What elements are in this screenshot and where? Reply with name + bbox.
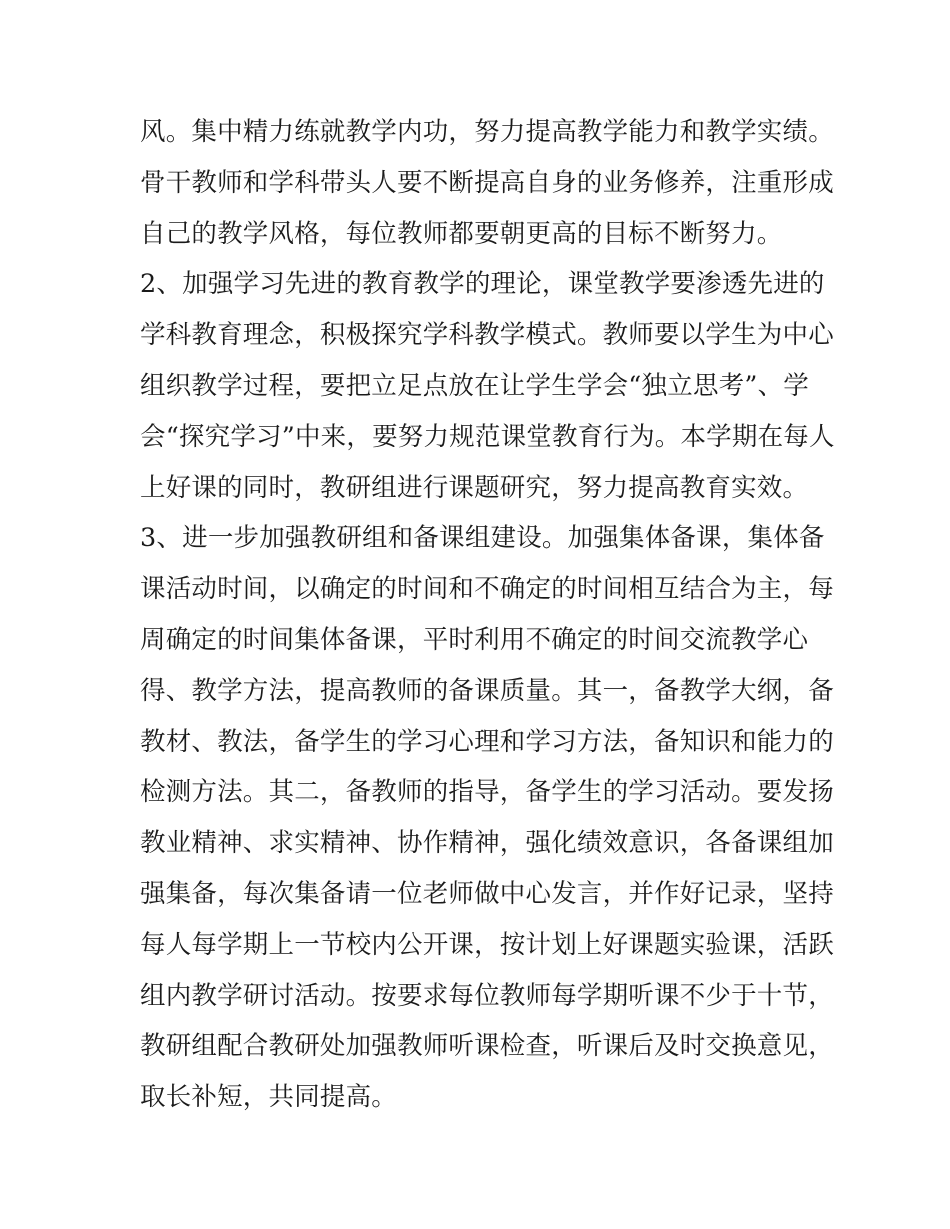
text-line: 学科教育理念，积极探究学科教学模式。教师要以学生为中心 [140, 320, 834, 351]
text-line: 骨干教师和学科带头人要不断提高自身的业务修养，注重形成 [140, 167, 834, 198]
text-line: 每人每学期上一节校内公开课，按计划上好课题实验课，活跃 [140, 929, 834, 960]
text-line: 组织教学过程，要把立足点放在让学生学会“独立思考”、学 [140, 370, 809, 401]
text-line: 教业精神、求实精神、协作精神，强化绩效意识，各备课组加 [140, 828, 834, 859]
text-line: 周确定的时间集体备课，平时利用不确定的时间交流教学心 [140, 624, 809, 655]
text-line: 自己的教学风格，每位教师都要朝更高的目标不断努力。 [140, 218, 783, 249]
text-line: 教研组配合教研处加强教师听课检查，听课后及时交换意见， [140, 1031, 834, 1062]
text-line: 课活动时间，以确定的时间和不确定的时间相互结合为主，每 [140, 574, 834, 605]
text-line: 得、教学方法，提高教师的备课质量。其一，备教学大纲，备 [140, 675, 834, 706]
text-line: 风。集中精力练就教学内功，努力提高教学能力和教学实绩。 [140, 117, 834, 147]
body-text [140, 107, 835, 1123]
text-line: 取长补短，共同提高。 [140, 1082, 398, 1113]
text-line: 检测方法。其二，备教师的指导，备学生的学习活动。要发扬 [140, 777, 834, 808]
text-line: 教材、教法，备学生的学习心理和学习方法，备知识和能力的 [140, 726, 834, 757]
text-line: 组内教学研讨活动。按要求每位教师每学期听课不少于十节， [140, 980, 834, 1011]
text-line: 3、进一步加强教研组和备课组建设。加强集体备课，集体备 [140, 523, 825, 554]
text-line: 强集备，每次集备请一位老师做中心发言，并作好记录，坚持 [140, 878, 834, 909]
text-line: 上好课的同时，教研组进行课题研究，努力提高教育实效。 [140, 472, 809, 503]
text-line: 2、加强学习先进的教育教学的理论，课堂教学要渗透先进的 [140, 269, 825, 300]
text-line: 会“探究学习”中来，要努力规范课堂教育行为。本学期在每人 [140, 421, 835, 452]
